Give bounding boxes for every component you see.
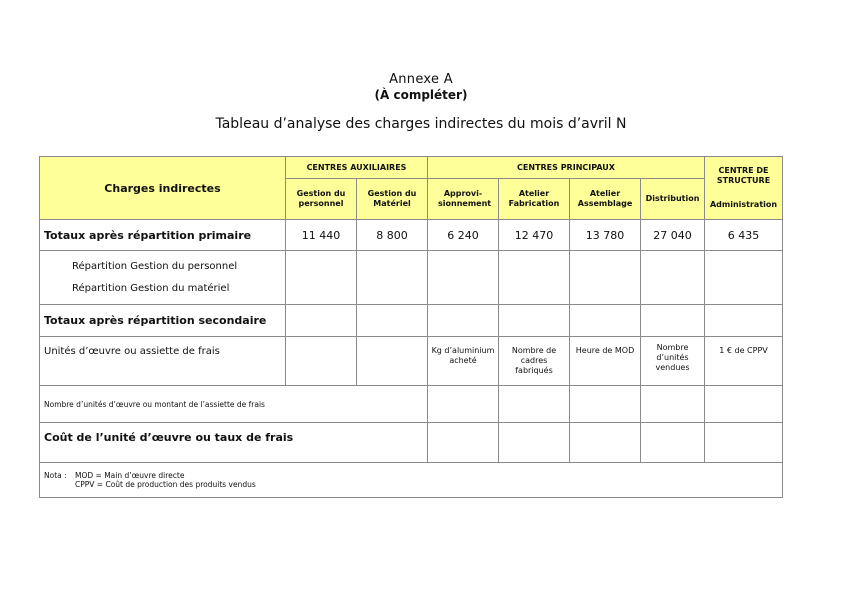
cell-unite-distribution: Nombre d’unités vendues xyxy=(641,337,705,386)
header-centres-auxiliaires: CENTRES AUXILIAIRES xyxy=(286,157,428,179)
row-label-repartition xyxy=(40,251,286,305)
cell-empty xyxy=(641,386,705,423)
cell-empty xyxy=(570,386,641,423)
cell-unite-atelier-fabrication: Nombre de cadres fabriqués xyxy=(499,337,570,386)
annex-subtitle: (À compléter) xyxy=(374,88,468,102)
cell-primaire-atelier-fabrication: 12 470 xyxy=(499,220,570,251)
nota-box xyxy=(40,463,783,498)
nota-prefix: Nota : xyxy=(44,471,67,480)
cell-empty xyxy=(705,251,783,305)
header-col-distribution: Distribution xyxy=(641,179,705,220)
nota-mod: MOD = Main d’œuvre directe xyxy=(75,471,185,480)
cell-empty xyxy=(499,251,570,305)
cell-empty xyxy=(570,251,641,305)
cell-primaire-atelier-assemblage: 13 780 xyxy=(570,220,641,251)
cell-empty xyxy=(705,305,783,337)
header-centres-principaux: CENTRES PRINCIPAUX xyxy=(428,157,705,179)
cell-empty xyxy=(286,337,357,386)
nota-cppv: CPPV = Coût de production des produits vendus xyxy=(75,480,256,489)
repartition-gestion-personnel: Répartition Gestion du personnel xyxy=(72,260,238,272)
row-label-primaire: Totaux après répartition primaire xyxy=(40,220,286,251)
annex-label: Annexe A xyxy=(389,72,453,87)
row-label-nombre: Nombre d’unités d’œuvre ou montant de l’assiette de frais xyxy=(40,386,428,423)
cell-empty xyxy=(286,305,357,337)
header-col-approvisionnement: Approvi-sionnement xyxy=(428,179,499,220)
cell-unite-administration: 1 € de CPPV xyxy=(705,337,783,386)
cell-unite-approvisionnement: Kg d’aluminium acheté xyxy=(428,337,499,386)
cell-empty xyxy=(357,337,428,386)
cell-primaire-distribution: 27 040 xyxy=(641,220,705,251)
header-charges-indirectes: Charges indirectes xyxy=(40,157,286,220)
cell-primaire-gestion-personnel: 11 440 xyxy=(286,220,357,251)
row-label-secondaire: Totaux après répartition secondaire xyxy=(40,305,286,337)
header-col-gestion-personnel: Gestion du personnel xyxy=(286,179,357,220)
header-centre-structure-label: CENTRE DE STRUCTURE xyxy=(716,166,771,185)
header-centre-structure xyxy=(705,157,783,220)
page-title: Tableau d’analyse des charges indirectes du mois d’avril N xyxy=(215,116,627,132)
cell-primaire-approvisionnement: 6 240 xyxy=(428,220,499,251)
cell-empty xyxy=(705,386,783,423)
cell-empty xyxy=(641,305,705,337)
cell-empty xyxy=(357,305,428,337)
cell-empty xyxy=(570,423,641,463)
header-col-gestion-materiel: Gestion du Matériel xyxy=(357,179,428,220)
cell-empty xyxy=(499,305,570,337)
row-label-cout: Coût de l’unité d’œuvre ou taux de frais xyxy=(40,423,428,463)
charges-table xyxy=(39,156,783,498)
cell-empty xyxy=(641,251,705,305)
cell-empty xyxy=(499,386,570,423)
repartition-gestion-materiel: Répartition Gestion du matériel xyxy=(72,282,230,294)
cell-empty xyxy=(641,423,705,463)
cell-empty xyxy=(286,251,357,305)
header-col-atelier-assemblage: Atelier Assemblage xyxy=(570,179,641,220)
cell-empty xyxy=(428,251,499,305)
cell-empty xyxy=(357,251,428,305)
cell-primaire-gestion-materiel: 8 800 xyxy=(357,220,428,251)
cell-empty xyxy=(428,386,499,423)
header-col-administration: Administration xyxy=(709,200,778,209)
cell-empty xyxy=(428,423,499,463)
header-col-atelier-fabrication: Atelier Fabrication xyxy=(499,179,570,220)
cell-empty xyxy=(705,423,783,463)
cell-empty xyxy=(428,305,499,337)
row-label-unites: Unités d’œuvre ou assiette de frais xyxy=(40,337,286,386)
cell-empty xyxy=(570,305,641,337)
cell-unite-atelier-assemblage: Heure de MOD xyxy=(570,337,641,386)
cell-empty xyxy=(499,423,570,463)
cell-primaire-administration: 6 435 xyxy=(705,220,783,251)
